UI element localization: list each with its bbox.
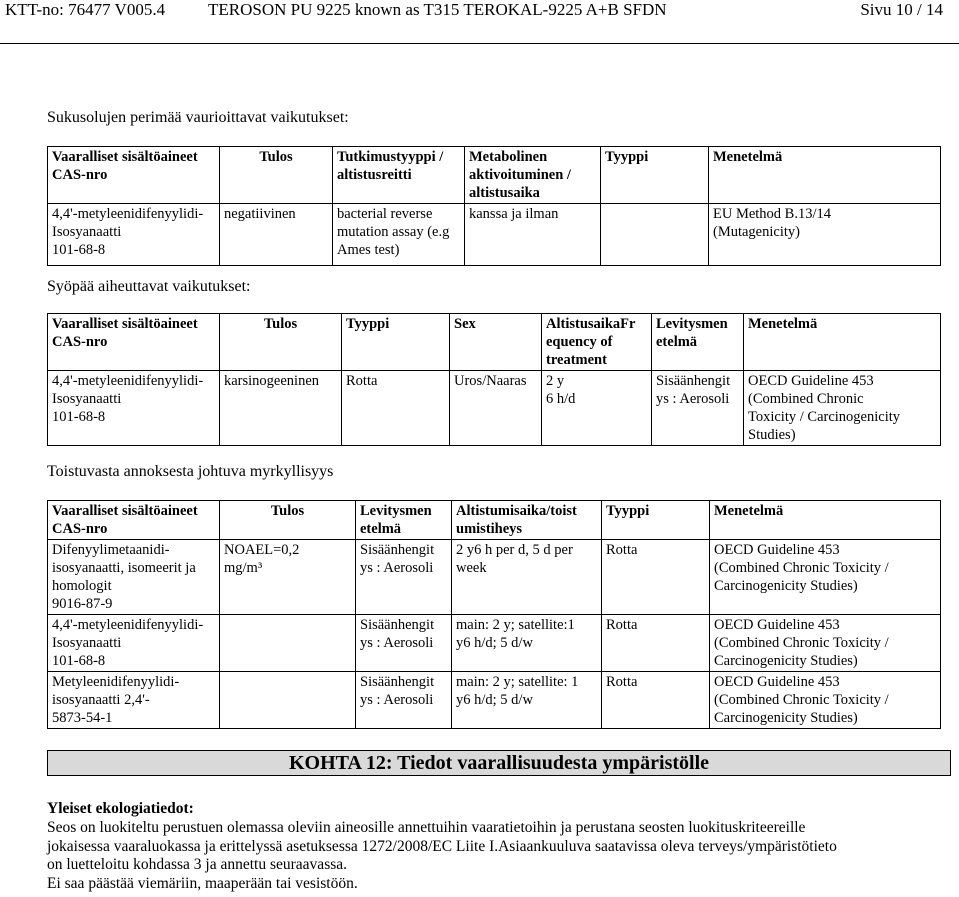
col-sex: Sex: [454, 316, 476, 332]
page-number: Sivu 10 / 14: [860, 0, 943, 19]
substance-name: 4,4'-metyleenidifenyylidi-: [52, 617, 204, 633]
type-value: Rotta: [346, 373, 378, 389]
method-value: EU Method B.13/14: [713, 206, 832, 222]
col-exposure-time: Altistumisaika/toist: [456, 503, 577, 519]
section-title-mutagenicity: Sukusolujen perimää vaurioittavat vaikutukset:: [47, 109, 349, 126]
col-cas: CAS-nro: [52, 334, 108, 350]
col-type: Tyyppi: [606, 503, 650, 519]
method-value: OECD Guideline 453: [714, 674, 840, 690]
exposure-time-value: main: 2 y; satellite: 1: [456, 674, 579, 690]
ktt-number: KTT-no: 76477 V005.4: [5, 0, 166, 19]
result-value: karsinogeeninen: [224, 373, 320, 389]
col-route: Levitysmen: [656, 316, 728, 332]
col-method: Menetelmä: [748, 316, 818, 332]
frequency-value: 2 y: [546, 373, 565, 389]
exposure-time-value: 2 y6 h per d, 5 d per: [456, 542, 573, 558]
table-row: 4,4'-metyleenidifenyylidi- Isosyanaatti 101-68-8 Sisäänhengit ys : Aerosoli main: 2 y; satellite:1 y6 h/d; 5 d/w Rotta OECD Guideline 453 (Combined Chronic Toxicity / Carcinogenicity Studies): [48, 615, 941, 672]
substance-name: Metyleenidifenyylidi-: [52, 674, 180, 690]
table-header-row: Vaaralliset sisältöaineet CAS-nro Tulos Tutkimustyyppi / altistusreitti Metabolinen aktivoituminen / altistusaika Tyyppi Menetelmä: [48, 147, 941, 204]
eco-line: Ei saa päästää viemäriin, maaperään tai vesistöön.: [47, 874, 358, 892]
col-substance: Vaaralliset sisältöaineet: [52, 316, 198, 332]
col-cas: CAS-nro: [52, 521, 108, 537]
table-row: 4,4'-metyleenidifenyylidi- Isosyanaatti 101-68-8 negatiivinen bacterial reverse mutation assay (e.g Ames test) kanssa ja ilman EU Method B.13/14 (Mutagenicity): [48, 204, 941, 266]
route-value: Sisäänhengit: [360, 674, 435, 690]
method-value: OECD Guideline 453: [714, 617, 840, 633]
section-title-carcinogenicity: Syöpää aiheuttavat vaikutukset:: [47, 278, 251, 295]
col-type: Tyyppi: [605, 149, 649, 165]
table-header-row: Vaaralliset sisältöaineet CAS-nro Tulos Levitysmen etelmä Altistumisaika/toist umistiheys Tyyppi Menetelmä: [48, 501, 941, 540]
col-metabolic: Metabolinen: [469, 149, 548, 165]
cas-number: 101-68-8: [52, 653, 106, 669]
table-row: Difenyylimetaanidi- isosyanaatti, isomeerit ja homologit 9016-87-9 NOAEL=0,2 mg/m³ Sisäänhengit ys : Aerosoli 2 y6 h per d, 5 d per week Rotta OECD Guideline 453 (Combined Chronic Toxicity / Carcinogenicity Studies): [48, 540, 941, 615]
header-divider: [0, 43, 959, 44]
study-type-value: bacterial reverse: [337, 206, 433, 222]
substance-name: 4,4'-metyleenidifenyylidi-: [52, 206, 204, 222]
col-type: Tyyppi: [346, 316, 390, 332]
section-12-heading: [47, 750, 951, 776]
col-route: Levitysmen: [360, 503, 432, 519]
mutagenicity-table: [47, 146, 941, 266]
eco-line: Seos on luokiteltu perustuen olemassa oleviin aineosille annettuihin vaaratietoihin ja perustana seosten luokituskriteereille: [47, 819, 806, 836]
col-result: Tulos: [263, 316, 298, 332]
route-value: Sisäänhengit: [360, 542, 435, 558]
metabolic-value: kanssa ja ilman: [469, 206, 559, 222]
route-value: Sisäänhengit: [656, 373, 731, 389]
method-value: OECD Guideline 453: [714, 542, 840, 558]
repeated-dose-table: [47, 500, 941, 729]
table-header-row: Vaaralliset sisältöaineet CAS-nro Tulos Tyyppi Sex AltistusaikaFr equency of treatment Levitysmen etelmä Menetelmä: [48, 314, 941, 371]
col-study-type: Tutkimustyyppi /: [337, 149, 444, 165]
col-substance: Vaaralliset sisältöaineet: [52, 149, 198, 165]
cas-number: 101-68-8: [52, 242, 106, 258]
table-row: 4,4'-metyleenidifenyylidi- Isosyanaatti 101-68-8 karsinogeeninen Rotta Uros/Naaras 2 y 6 h/d Sisäänhengit ys : Aerosoli OECD Guideline 453 (Combined Chronic Toxicity / Carcinogenicity Studies): [48, 371, 941, 446]
eco-line: jokaisessa vaaraluokassa ja erittelyssä asetuksessa 1272/2008/EC Liite I.Asiaankuuluva saatavissa oleva terveys/ympäristötieto: [47, 837, 837, 855]
method-value: OECD Guideline 453: [748, 373, 874, 389]
exposure-time-value: main: 2 y; satellite:1: [456, 617, 575, 633]
eco-line: on luetteloitu kohdassa 3 ja annettu seuraavassa.: [47, 856, 348, 873]
col-frequency: AltistusaikaFr: [546, 316, 636, 332]
col-method: Menetelmä: [714, 503, 784, 519]
cas-number: 101-68-8: [52, 409, 106, 425]
cas-number: 9016-87-9: [52, 596, 113, 612]
cas-number: 5873-54-1: [52, 710, 113, 726]
carcinogenicity-table: [47, 313, 941, 446]
type-value: Rotta: [606, 674, 638, 690]
eco-paragraph: [47, 819, 837, 893]
col-method: Menetelmä: [713, 149, 783, 165]
col-substance: Vaaralliset sisältöaineet: [52, 503, 198, 519]
col-result: Tulos: [259, 149, 293, 165]
product-name: TEROSON PU 9225 known as T315 TEROKAL-9225 A+B SFDN: [208, 0, 667, 19]
col-cas: CAS-nro: [52, 167, 108, 183]
page-header: [0, 0, 959, 22]
type-value: Rotta: [606, 542, 638, 558]
col-result: Tulos: [270, 503, 305, 519]
sex-value: Uros/Naaras: [454, 373, 527, 389]
result-value: NOAEL=0,2: [224, 542, 300, 558]
section-12-title: KOHTA 12: Tiedot vaarallisuudesta ympäristölle: [288, 752, 710, 774]
result-value: negatiivinen: [224, 206, 296, 222]
substance-name: 4,4'-metyleenidifenyylidi-: [52, 373, 204, 389]
eco-heading: Yleiset ekologiatiedot:: [47, 800, 194, 817]
route-value: Sisäänhengit: [360, 617, 435, 633]
substance-name: Difenyylimetaanidi-: [52, 542, 170, 558]
type-value: Rotta: [606, 617, 638, 633]
table-row: Metyleenidifenyylidi- isosyanaatti 2,4'- 5873-54-1 Sisäänhengit ys : Aerosoli main: 2 y; satellite: 1 y6 h/d; 5 d/w Rotta OECD Guideline 453 (Combined Chronic Toxicity / Carcinogenicity Studies): [48, 672, 941, 729]
section-title-repeated-dose: Toistuvasta annoksesta johtuva myrkyllisyys: [47, 463, 334, 480]
